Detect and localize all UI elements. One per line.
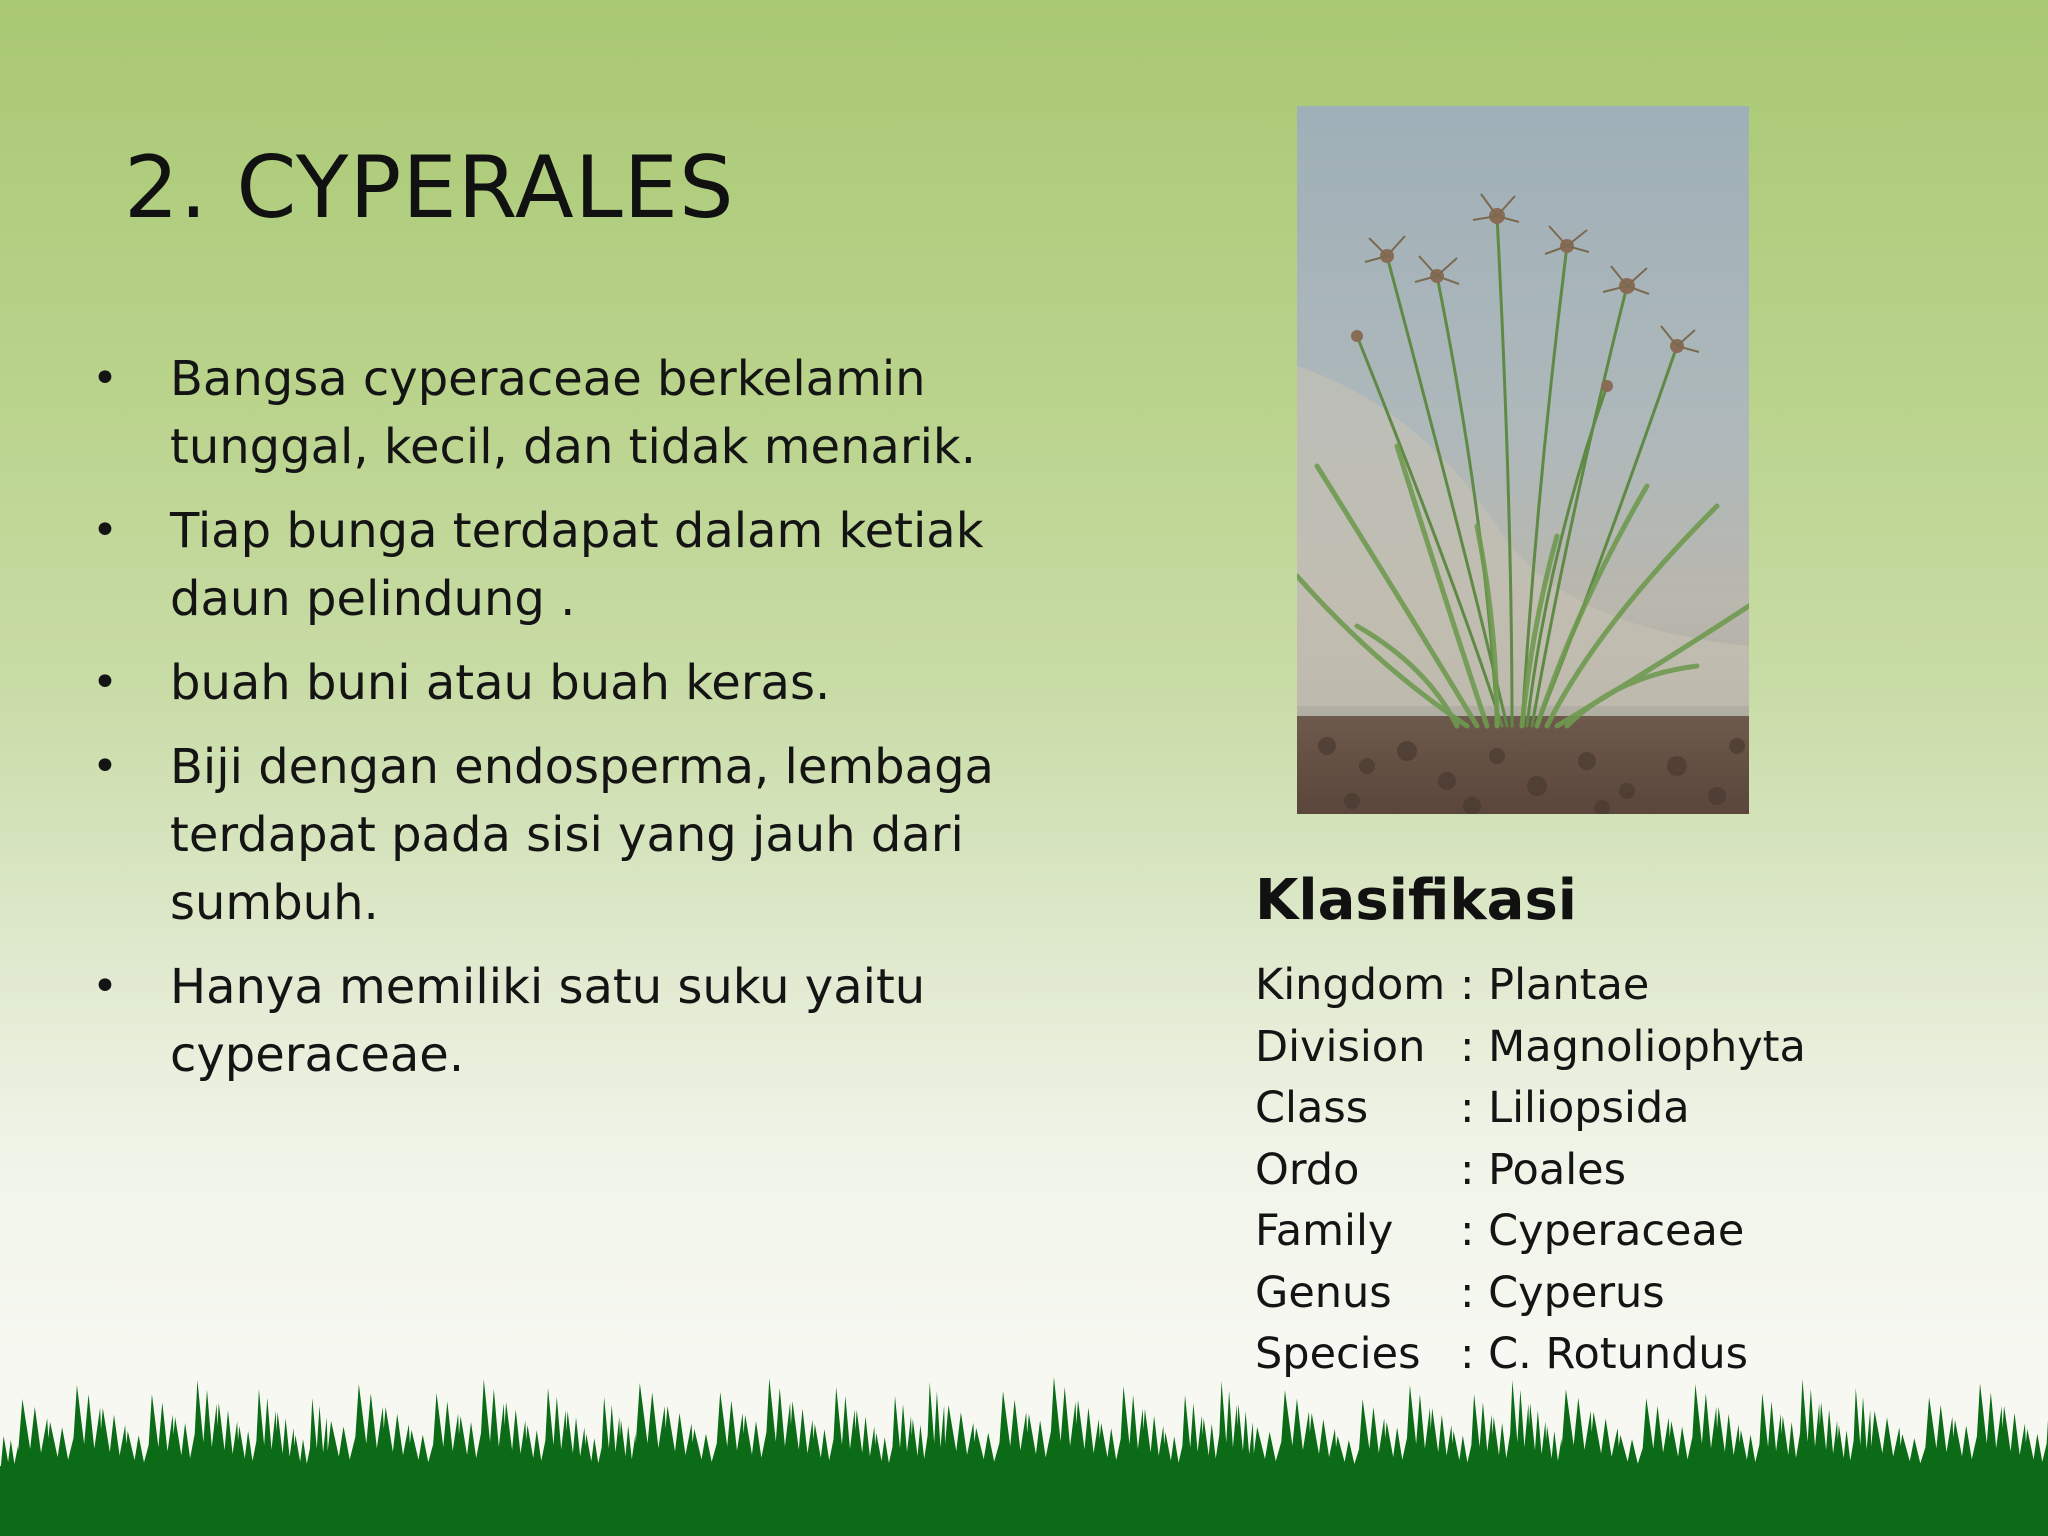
rank-label: Genus (1255, 1267, 1392, 1318)
bullet-item (92, 497, 1092, 633)
bullet-item (92, 649, 1092, 717)
grass-drawing (0, 1326, 2048, 1536)
bullet-text: Tiap bunga terdapat dalam ketiak daun pelindung . (170, 503, 984, 627)
classification-heading: Klasifikasi (1255, 868, 1577, 933)
rank-value: : Cyperaceae (1460, 1206, 1745, 1256)
rank-value: : Poales (1460, 1144, 1627, 1195)
rank-label: Ordo (1255, 1144, 1360, 1195)
bullet-dot: • (92, 741, 118, 792)
rank-label: Species (1255, 1329, 1421, 1379)
table-row (1255, 1017, 1806, 1079)
rank-label: Division (1255, 1021, 1426, 1072)
table-row (1255, 955, 1806, 1017)
bullet-text: buah buni atau buah keras. (170, 655, 831, 711)
bullet-text: Bangsa cyperaceae berkelamin tunggal, kecil, dan tidak menarik. (170, 351, 976, 475)
bullet-dot: • (92, 353, 118, 404)
bullet-item (92, 733, 1092, 937)
bullet-dot: • (92, 961, 118, 1012)
plant-photo-drawing (1297, 106, 1749, 814)
table-row (1255, 1201, 1806, 1263)
rank-value: : Liliopsida (1460, 1083, 1690, 1133)
table-row (1255, 1140, 1806, 1202)
slide-title: 2. CYPERALES (124, 138, 735, 238)
classification-table (1255, 955, 1806, 1386)
rank-label: Family (1255, 1206, 1394, 1256)
grass-border (0, 1326, 2048, 1536)
bullet-list (92, 345, 1092, 1105)
rank-label: Kingdom (1255, 960, 1446, 1010)
rank-value: : C. Rotundus (1460, 1329, 1749, 1379)
bullet-dot: • (92, 505, 118, 556)
rank-value: : Cyperus (1460, 1267, 1665, 1318)
table-row (1255, 1263, 1806, 1325)
rank-value: : Magnoliophyta (1460, 1021, 1806, 1072)
bullet-dot: • (92, 657, 118, 708)
sedge-plant-photo (1297, 106, 1749, 814)
rank-value: : Plantae (1460, 960, 1650, 1010)
bullet-text: Biji dengan endosperma, lembaga terdapat pada sisi yang jauh dari sumbuh. (170, 739, 994, 931)
bullet-item (92, 345, 1092, 481)
rank-label: Class (1255, 1083, 1369, 1133)
bullet-item (92, 953, 1092, 1089)
table-row (1255, 1078, 1806, 1140)
bullet-text: Hanya memiliki satu suku yaitu cyperaceae. (170, 959, 926, 1083)
